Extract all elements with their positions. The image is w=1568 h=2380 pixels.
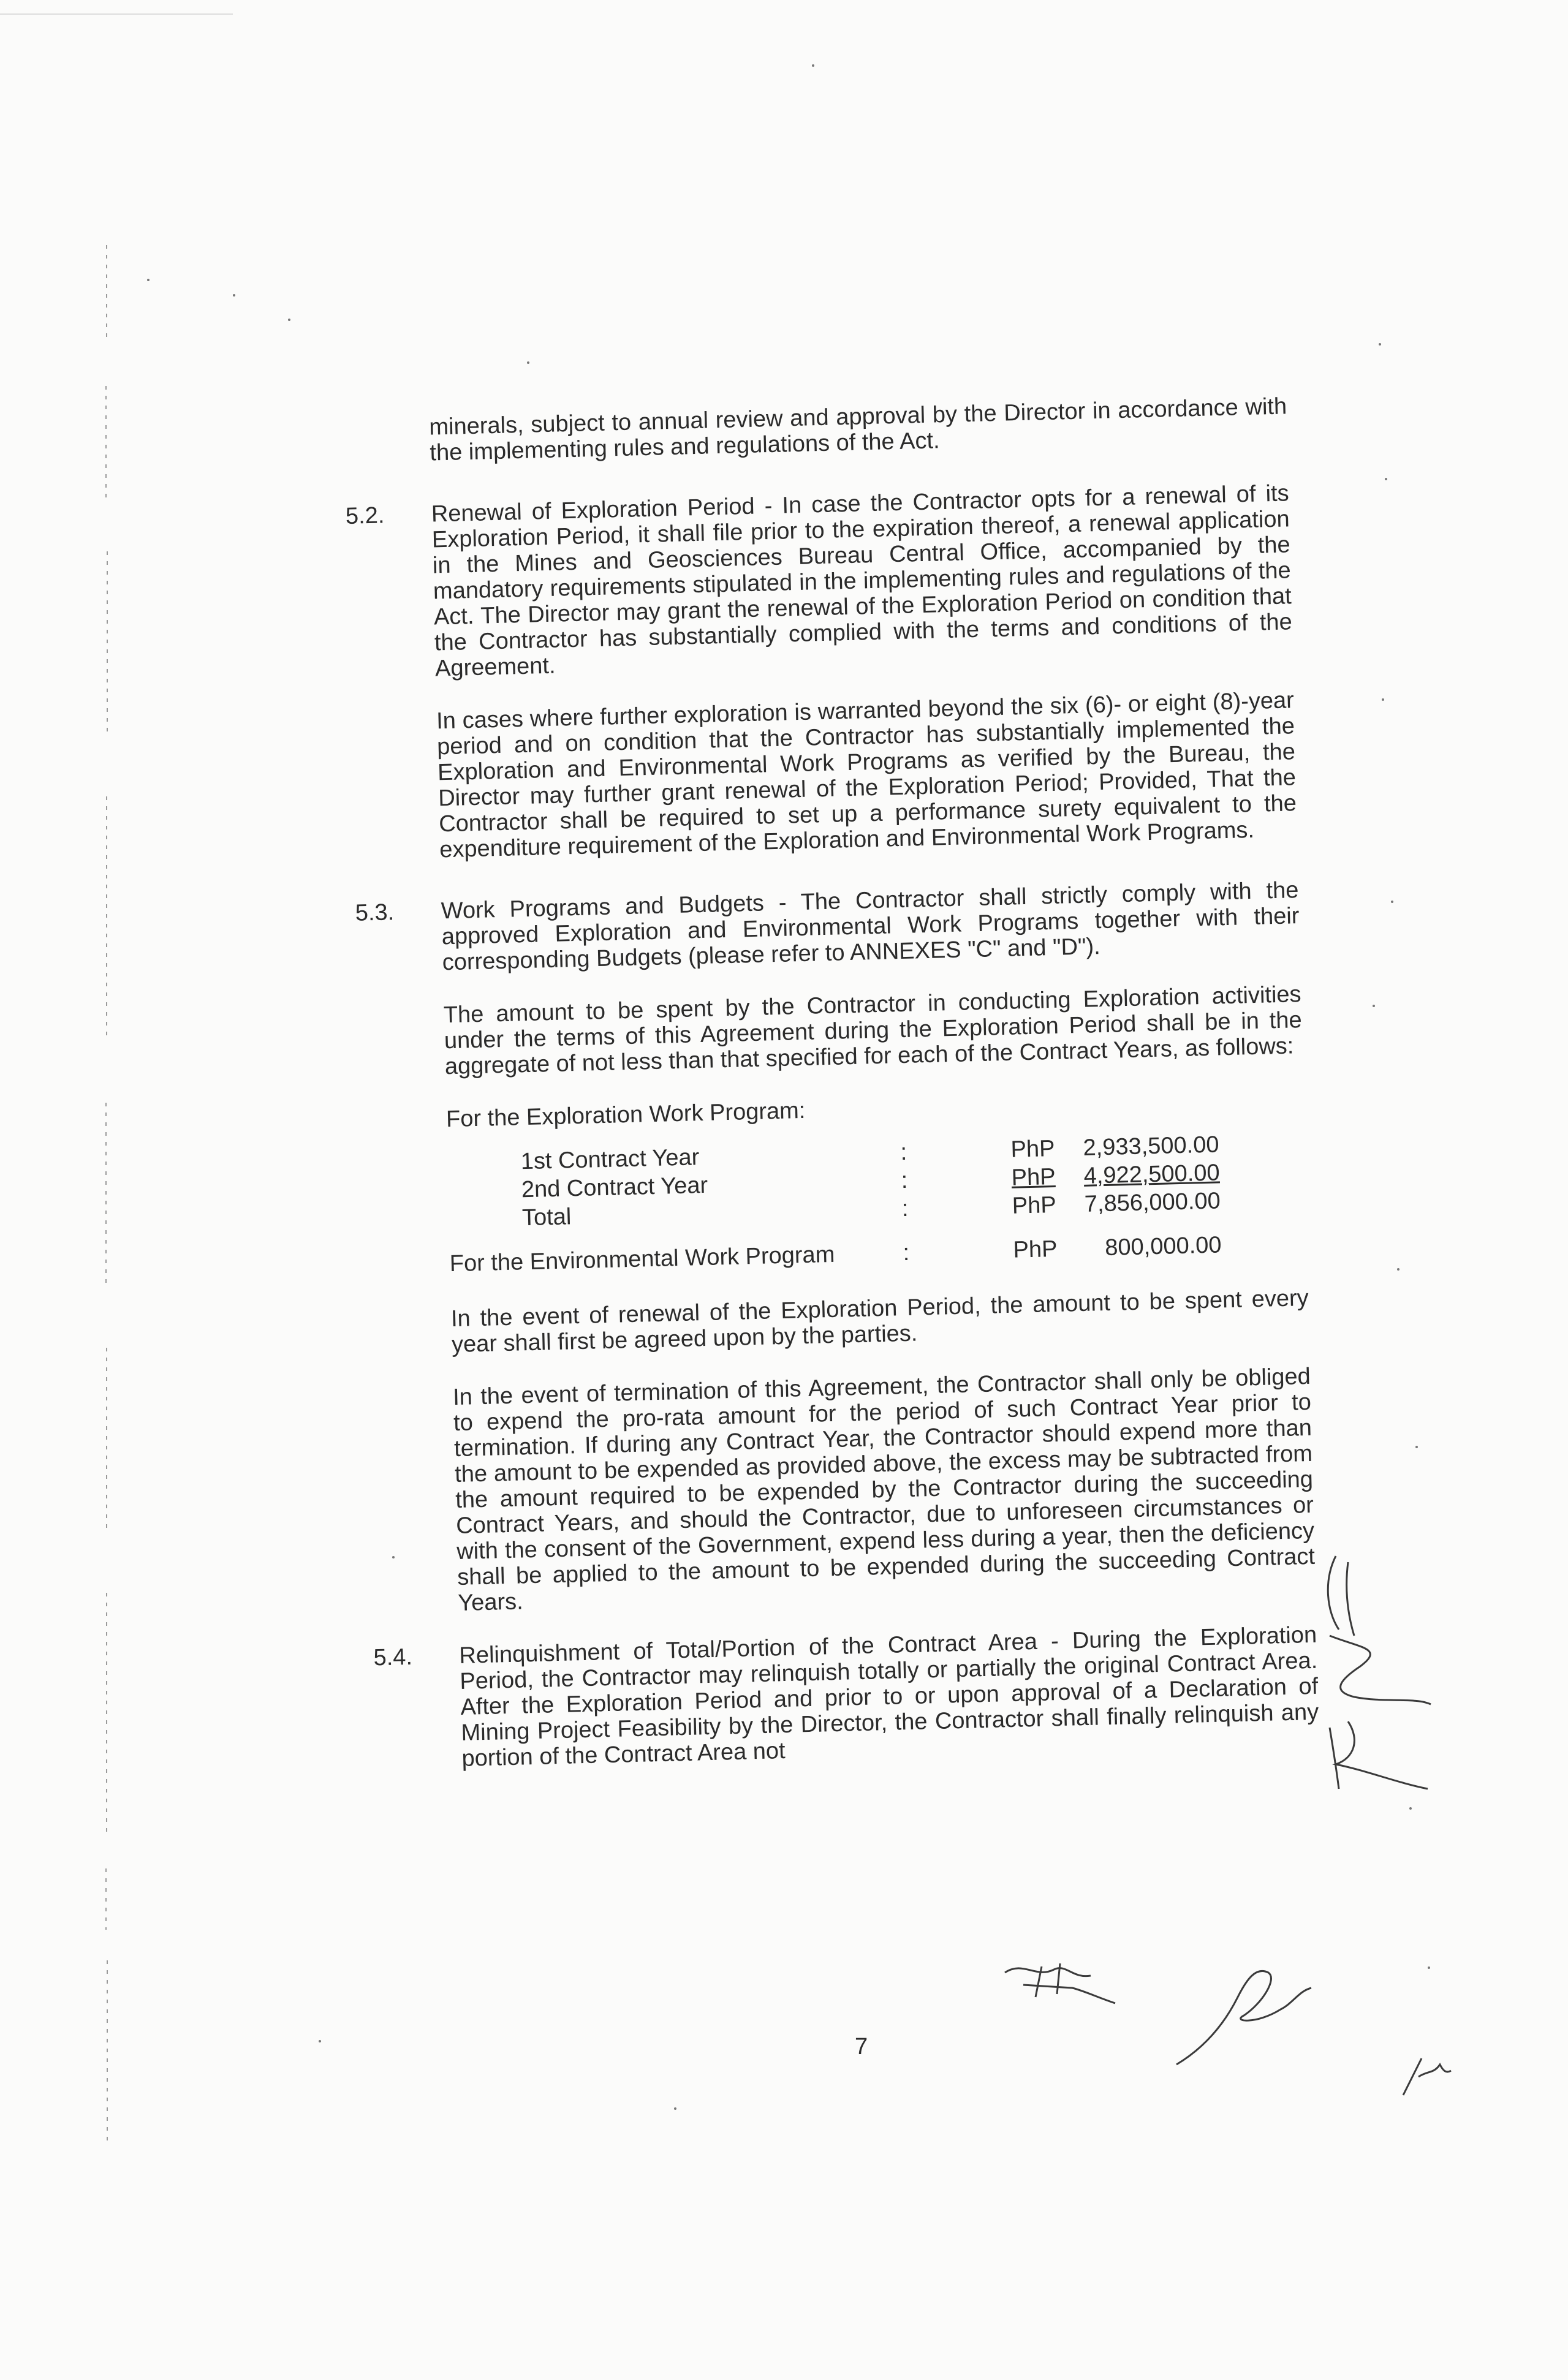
scan-speckle [147,279,150,281]
environmental-row: For the Environmental Work Program : PhP 800,000.00 [449,1232,1222,1277]
scan-speckle [392,1556,395,1558]
scan-speckle [527,361,529,364]
section-paragraph: In the event of termination of this Agreement, the Contractor shall only be obliged to expend the pro-rata amount for the period of such Contract Year prior to termination. If during any Contract Year, the Contractor should expend more than the amount to be expended as provided above, the excess may be subtracted from the amount required to be expended by the Contractor during the succeeding Contract Years, and should the Contractor, due to unforeseen circumstances or with the consent of the Government, expend less during a year, then the deficiency shall be applied to the amount to be expended during the succeeding Contract Years. [452,1363,1316,1616]
section-5-3 [355,877,1303,1082]
intro-paragraph: minerals, subject to annual review and approval by the Director in accordance with the implementing rules and regulations of the Act. [428,393,1287,466]
row-amount: 7,856,000.00 [1084,1188,1221,1217]
scan-speckle [674,2107,676,2110]
budget-row-total: Total : PhP 7,856,000.00 [449,1186,1307,1235]
scan-speckle [1397,1268,1399,1271]
scan-speckle [1428,1966,1430,1969]
row-label: 1st Contract Year [520,1144,700,1175]
bottom-signature [1170,1954,1317,2071]
section-number: 5.4. [373,1644,413,1671]
scan-speckle [319,2040,321,2042]
document-body [343,393,1320,1774]
scan-speckle [1415,1446,1418,1448]
scan-speckle [233,294,235,297]
row-currency: PhP [1013,1236,1058,1263]
row-label: Total [521,1204,572,1231]
margin-initials-signature [1311,1544,1434,1801]
section-5-4 [373,1622,1320,1774]
environmental-label: For the Environmental Work Program [449,1241,835,1277]
row-currency: PhP [1011,1163,1056,1191]
section-paragraph: In cases where further exploration is warranted beyond the six (6)- or eight (8)-year period and on condition that the Contractor has substantially implemented the Exploration and Environmental Work Programs as verified by the Bureau, the Director may further grant renewal of the Exploration Period; Provided, That the Contractor shall be required to set up a performance surety equivalent to the expenditure requirement of the Exploration and Environmental Work Programs. [436,687,1297,863]
row-currency: PhP [1012,1192,1057,1219]
row-amount: 4,922,500.00 [1083,1160,1221,1189]
scan-speckle [1379,343,1381,346]
budget-row: 2nd Contract Year : PhP 4,922,500.00 [447,1158,1306,1207]
scan-edge-line [0,13,233,15]
section-paragraph: The amount to be spent by the Contractor in conducting Exploration activities under the terms of this Agreement during the Exploration Period shall be in the aggregate of not less than that specified for each of the Contract Years, as follows: [443,981,1303,1080]
section-paragraph: In the event of renewal of the Exploration Period, the amount to be spent every year shall first be agreed upon by the parties. [450,1285,1309,1358]
bottom-initials [999,1954,1121,2009]
row-amount: 800,000.00 [1104,1232,1222,1261]
budget-row: 1st Contract Year : PhP 2,933,500.00 [447,1130,1305,1179]
scan-speckle [812,64,814,67]
page-number: 7 [855,2034,868,2060]
section-number: 5.3. [355,899,395,926]
scan-speckle [1409,1807,1412,1810]
scan-speckle [1385,478,1387,480]
scan-speckle [288,319,290,321]
section-paragraph: Relinquishment of Total/Portion of the Contract Area - During the Exploration Period, the Contractor may relinquish totally or partially the original Contract Area. After the Exploration Period and prior to or upon approval of a Declaration of Mining Project Feasibility by the Director, the Contractor shall finally relinquish any portion of the Contract Area not [458,1622,1319,1772]
row-label: 2nd Contract Year [521,1172,708,1203]
section-number: 5.2. [345,502,385,529]
binding-margin-marks [103,245,110,2144]
row-amount: 2,933,500.00 [1083,1131,1219,1161]
exploration-heading: For the Exploration Work Program: [445,1097,806,1133]
section-paragraph: Renewal of Exploration Period - In case the Contractor opts for a renewal of its Exploration Period, it shall file prior to the expiration thereof, a renewal application in the Mines and Geosciences Bureau Central Office, accompanied by the mandatory requirements stipulated in the implementing rules and regulations of the Act. The Director may grant the renewal of the Exploration Period on condition that the Contractor has substantially complied with the terms and conditions of the Agreement. [431,480,1293,682]
budget-table [360,1086,1308,1282]
section-paragraph: Work Programs and Budgets - The Contractor shall strictly comply with the approved Exploration and Environmental Work Programs together with their corresponding Budgets (please refer to ANNEXES "C" and "D"). [441,877,1300,976]
scan-speckle [1382,698,1384,701]
scan-speckle [1391,901,1393,903]
section-5-2 [345,480,1297,864]
scan-speckle [1373,1005,1375,1007]
row-currency: PhP [1010,1135,1055,1163]
corner-initials [1397,2052,1452,2101]
